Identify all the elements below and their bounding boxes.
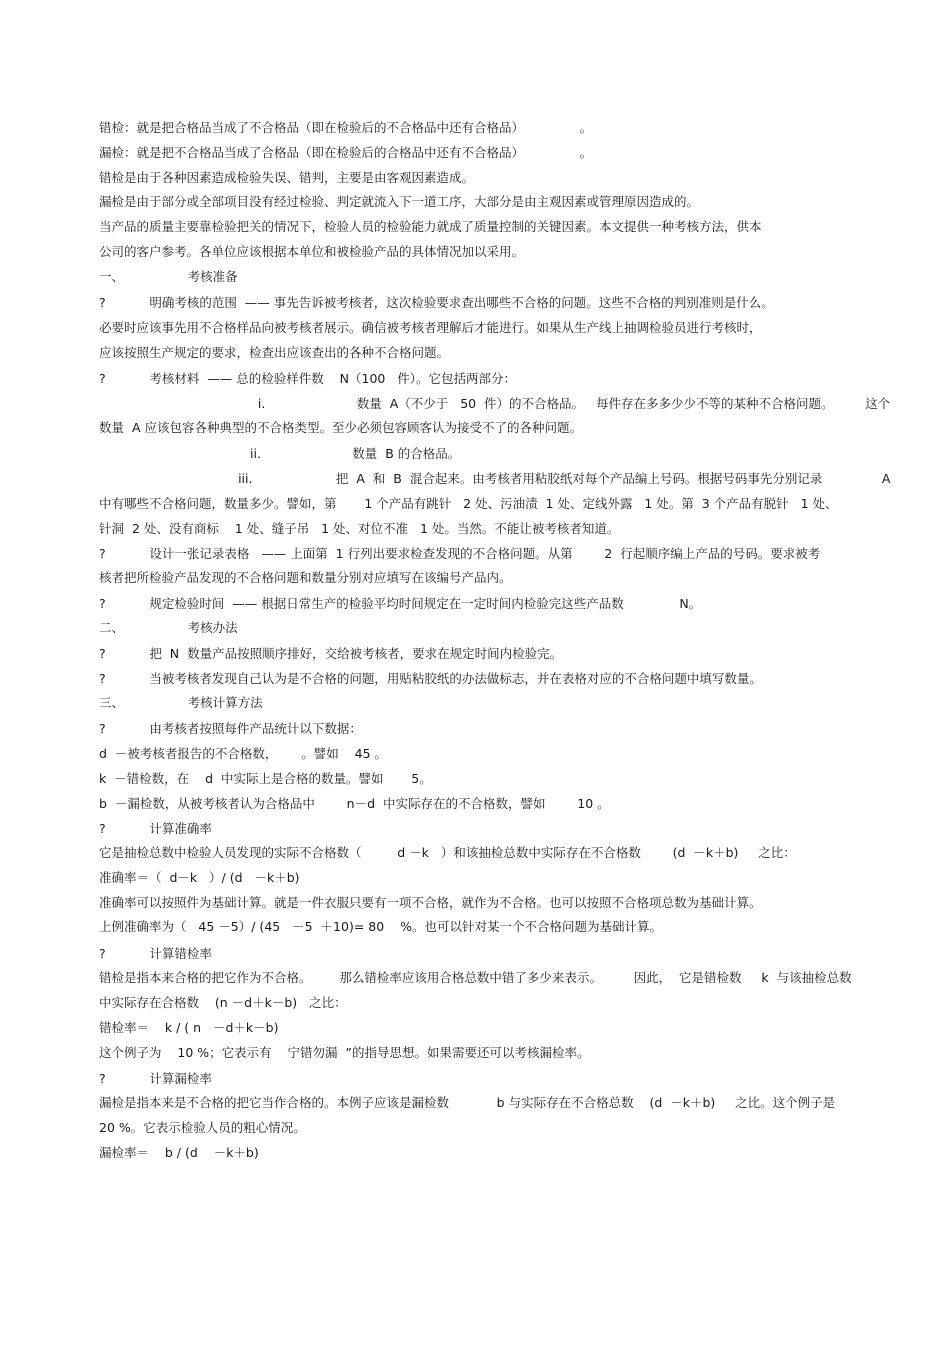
formula-line: 准确率＝（ d－k ）/ (d －k＋b) [99, 870, 300, 885]
text-line: d －被考核者报告的不合格数， 。譬如 45 。 [99, 746, 387, 761]
bullet-line: ? 考核材料 —— 总的检验样件数 N（100 件）。它包括两部分： [99, 371, 517, 386]
bullet-line: ? 当被考核者发现自己认为是不合格的问题，用贴粘胶纸的办法做标志，并在表格对应的不合格问题中填写数量。 [99, 671, 762, 686]
text-line: 漏检是由于部分或全部项目没有经过检验、判定就流入下一道工序，大部分是由主观因素或管理原因造成的。 [99, 194, 700, 209]
text-line: 错检：就是把合格品当成了不合格品（即在检验后的不合格品中还有合格品） 。 [99, 120, 593, 135]
text-line: 当产品的质量主要靠检验把关的情况下，检验人员的检验能力就成了质量控制的关键因素。本文提供一种考核方法，供本 [99, 219, 762, 234]
text-line: 中有哪些不合格问题，数量多少。譬如，第 1 个产品有跳针 2 处、污油渍 1 处、定线外露 1 处。第 3 个产品有脱针 1 处、 [99, 496, 838, 511]
bullet-line: ? 明确考核的范围 —— 事先告诉被考核者，这次检验要求查出哪些不合格的问题。这些不合格的判别准则是什么。 [99, 295, 774, 310]
formula-line: 错检率＝ k / ( n －d＋k－b) [99, 1020, 279, 1035]
list-item-i: i. 数量 A（不少于 50 件）的不合格品。 每件存在多多少少不等的某种不合格问题。 这个 [99, 396, 891, 411]
section-heading: 二、 考核办法 [99, 620, 238, 635]
text-line: 20 %。它表示检验人员的粗心情况。 [99, 1120, 306, 1135]
list-item-iii: iii. 把 A 和 B 混合起来。由考核者用粘胶纸对每个产品编上号码。根据号码事先分别记录 A [99, 471, 891, 486]
text-line: 应该按照生产规定的要求，检查出应该查出的各种不合格问题。 [99, 345, 450, 360]
bullet-line: ? 计算准确率 [99, 821, 212, 836]
text-line: 这个例子为 10 %；它表示有 宁错勿漏 ”的指导思想。如果需要还可以考核漏检率。 [99, 1045, 590, 1060]
bullet-line: ? 把 N 数量产品按照顺序排好，交给被考核者，要求在规定时间内检验完。 [99, 646, 563, 661]
bullet-line: ? 由考核者按照每件产品统计以下数据： [99, 721, 362, 736]
text-line: 错检是由于各种因素造成检验失误、错判，主要是由客观因素造成。 [99, 170, 475, 185]
list-item-ii: ii. 数量 B 的合格品。 [99, 446, 461, 461]
text-line: 它是抽检总数中检验人员发现的实际不合格数（ d －k ）和该抽检总数中实际存在不合格数 (d －k＋b) 之比： [99, 845, 796, 860]
section-heading: 三、 考核计算方法 [99, 695, 263, 710]
text-line: 上例准确率为（ 45 －5）/ (45 －5 ＋10)= 80 %。也可以针对某一个不合格问题为基础计算。 [99, 919, 662, 934]
text-line: 公司的客户参考。各单位应该根据本单位和被检验产品的具体情况加以采用。 [99, 244, 525, 259]
bullet-line: ? 计算错检率 [99, 946, 212, 961]
bullet-line: ? 设计一张记录表格 —— 上面第 1 行列出要求检查发现的不合格问题。从第 2 行起顺序编上产品的号码。要求被考 [99, 546, 821, 561]
text-line: 错检是指本来合格的把它作为不合格。 那么错检率应该用合格总数中错了多少来表示。 因此， 它是错检数 k 与该抽检总数 [99, 970, 852, 985]
text-line: 核者把所检验产品发现的不合格问题和数量分别对应填写在该编号产品内。 [99, 570, 512, 585]
text-line: 漏检：就是把不合格品当成了合格品（即在检验后的合格品中还有不合格品） 。 [99, 145, 593, 160]
bullet-line: ? 规定检验时间 —— 根据日常生产的检验平均时间规定在一定时间内检验完这些产品数 N。 [99, 596, 702, 611]
text-line: 数量 A 应该包容各种典型的不合格类型。至少必须包容顾客认为接受不了的各种问题。 [99, 420, 582, 435]
formula-line: 漏检率＝ b / (d －k＋b) [99, 1145, 259, 1160]
text-line: k －错检数，在 d 中实际上是合格的数量。譬如 5。 [99, 771, 432, 786]
text-line: 准确率可以按照件为基础计算。就是一件衣服只要有一项不合格，就作为不合格。也可以按照不合格项总数为基础计算。 [99, 895, 762, 910]
text-line: 漏检是指本来是不合格的把它当作合格的。本例子应该是漏检数 b 与实际存在不合格总数 (d －k＋b) 之比。这个例子是 [99, 1095, 836, 1110]
text-line: b －漏检数，从被考核者认为合格品中 n－d 中实际存在的不合格数，譬如 10 。 [99, 796, 610, 811]
text-line: 针洞 2 处、没有商标 1 处、缝子吊 1 处、对位不准 1 处。当然。不能让被考核者知道。 [99, 521, 620, 536]
section-heading: 一、 考核准备 [99, 269, 238, 284]
bullet-line: ? 计算漏检率 [99, 1071, 212, 1086]
text-line: 中实际存在合格数 (n －d＋k－b) 之比： [99, 995, 347, 1010]
text-line: 必要时应该事先用不合格样品向被考核者展示。确信被考核者理解后才能进行。如果从生产线上抽调检验员进行考核时， [99, 320, 762, 335]
